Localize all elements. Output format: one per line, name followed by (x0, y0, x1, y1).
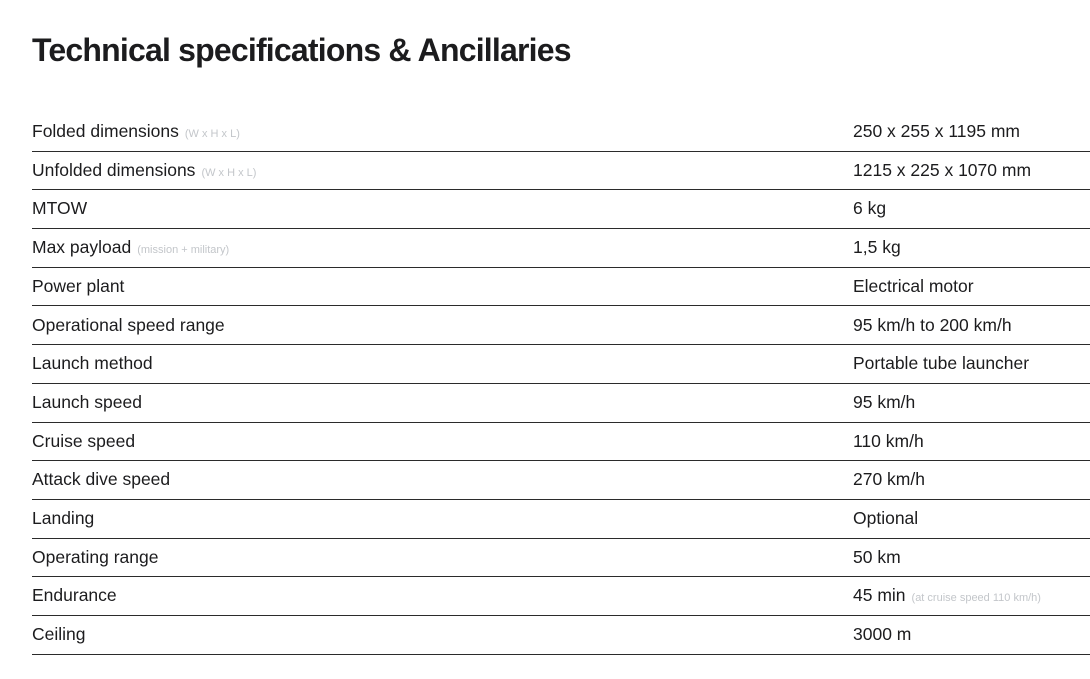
table-row (32, 152, 1090, 191)
spec-label-cell (32, 587, 853, 605)
spec-label: Ceiling (32, 624, 86, 645)
spec-value-cell (853, 546, 1090, 567)
spec-label: Endurance (32, 585, 117, 606)
spec-label-cell (32, 626, 853, 644)
spec-label-cell (32, 200, 853, 218)
table-row (32, 384, 1090, 423)
page-title: Technical specifications & Ancillaries (32, 32, 571, 68)
spec-label-cell (32, 430, 853, 451)
spec-value: 45 min (853, 585, 906, 606)
spec-label: Launch method (32, 353, 153, 374)
spec-label-cell (32, 275, 853, 296)
table-row (32, 616, 1090, 655)
spec-value-cell (853, 200, 1090, 218)
spec-value: 95 km/h (853, 391, 916, 412)
spec-table (32, 113, 1090, 655)
spec-label: Launch speed (32, 391, 142, 412)
spec-value-note: (at cruise speed 110 km/h) (911, 592, 1041, 605)
spec-value: 270 km/h (853, 469, 925, 490)
spec-label-cell (32, 355, 853, 373)
table-row (32, 113, 1090, 152)
spec-label-cell (32, 123, 853, 141)
table-row (32, 229, 1090, 268)
spec-value-cell (853, 159, 1090, 180)
spec-label-cell (32, 239, 853, 257)
spec-value-cell (853, 430, 1090, 451)
spec-value: 110 km/h (853, 430, 924, 451)
spec-value-cell (853, 391, 1090, 412)
table-row (32, 268, 1090, 307)
spec-label-cell (32, 314, 853, 335)
spec-value-cell (853, 626, 1090, 644)
spec-value: 250 x 255 x 1195 mm (853, 121, 1020, 142)
spec-value-cell (853, 314, 1090, 335)
spec-value-cell (853, 587, 1090, 605)
spec-label-cell (32, 546, 853, 567)
spec-value-cell (853, 123, 1090, 141)
spec-value: Portable tube launcher (853, 353, 1030, 374)
spec-label: Unfolded dimensions (32, 159, 196, 180)
spec-value: 6 kg (853, 198, 887, 219)
spec-value: 3000 m (853, 624, 912, 645)
spec-label-cell (32, 507, 853, 528)
spec-label-note: (W x H x L) (201, 166, 257, 179)
spec-value: Optional (853, 507, 919, 528)
spec-label: Power plant (32, 275, 125, 296)
spec-value: Electrical motor (853, 275, 974, 296)
spec-value-cell (853, 239, 1090, 257)
spec-label-cell (32, 391, 853, 412)
spec-value-cell (853, 275, 1090, 296)
table-row (32, 577, 1090, 616)
spec-label: Operational speed range (32, 314, 225, 335)
spec-label-cell (32, 159, 853, 180)
spec-label-note: (mission + military) (137, 244, 230, 257)
spec-value: 95 km/h to 200 km/h (853, 314, 1012, 335)
spec-value-cell (853, 355, 1090, 373)
table-row (32, 306, 1090, 345)
spec-label: Cruise speed (32, 430, 136, 451)
spec-label-cell (32, 471, 853, 489)
spec-label: Attack dive speed (32, 469, 171, 490)
table-row (32, 423, 1090, 462)
spec-label-note: (W x H x L) (184, 128, 240, 141)
table-row (32, 345, 1090, 384)
spec-value-cell (853, 471, 1090, 489)
table-row (32, 190, 1090, 229)
table-row (32, 461, 1090, 500)
spec-label: MTOW (32, 198, 88, 219)
spec-value: 50 km (853, 546, 901, 567)
table-row (32, 500, 1090, 539)
table-row (32, 539, 1090, 578)
spec-value: 1215 x 225 x 1070 mm (853, 159, 1032, 180)
spec-value: 1,5 kg (853, 237, 901, 258)
spec-label: Max payload (32, 237, 132, 258)
spec-label: Landing (32, 507, 95, 528)
spec-label: Folded dimensions (32, 121, 179, 142)
spec-label: Operating range (32, 546, 159, 567)
spec-value-cell (853, 507, 1090, 528)
